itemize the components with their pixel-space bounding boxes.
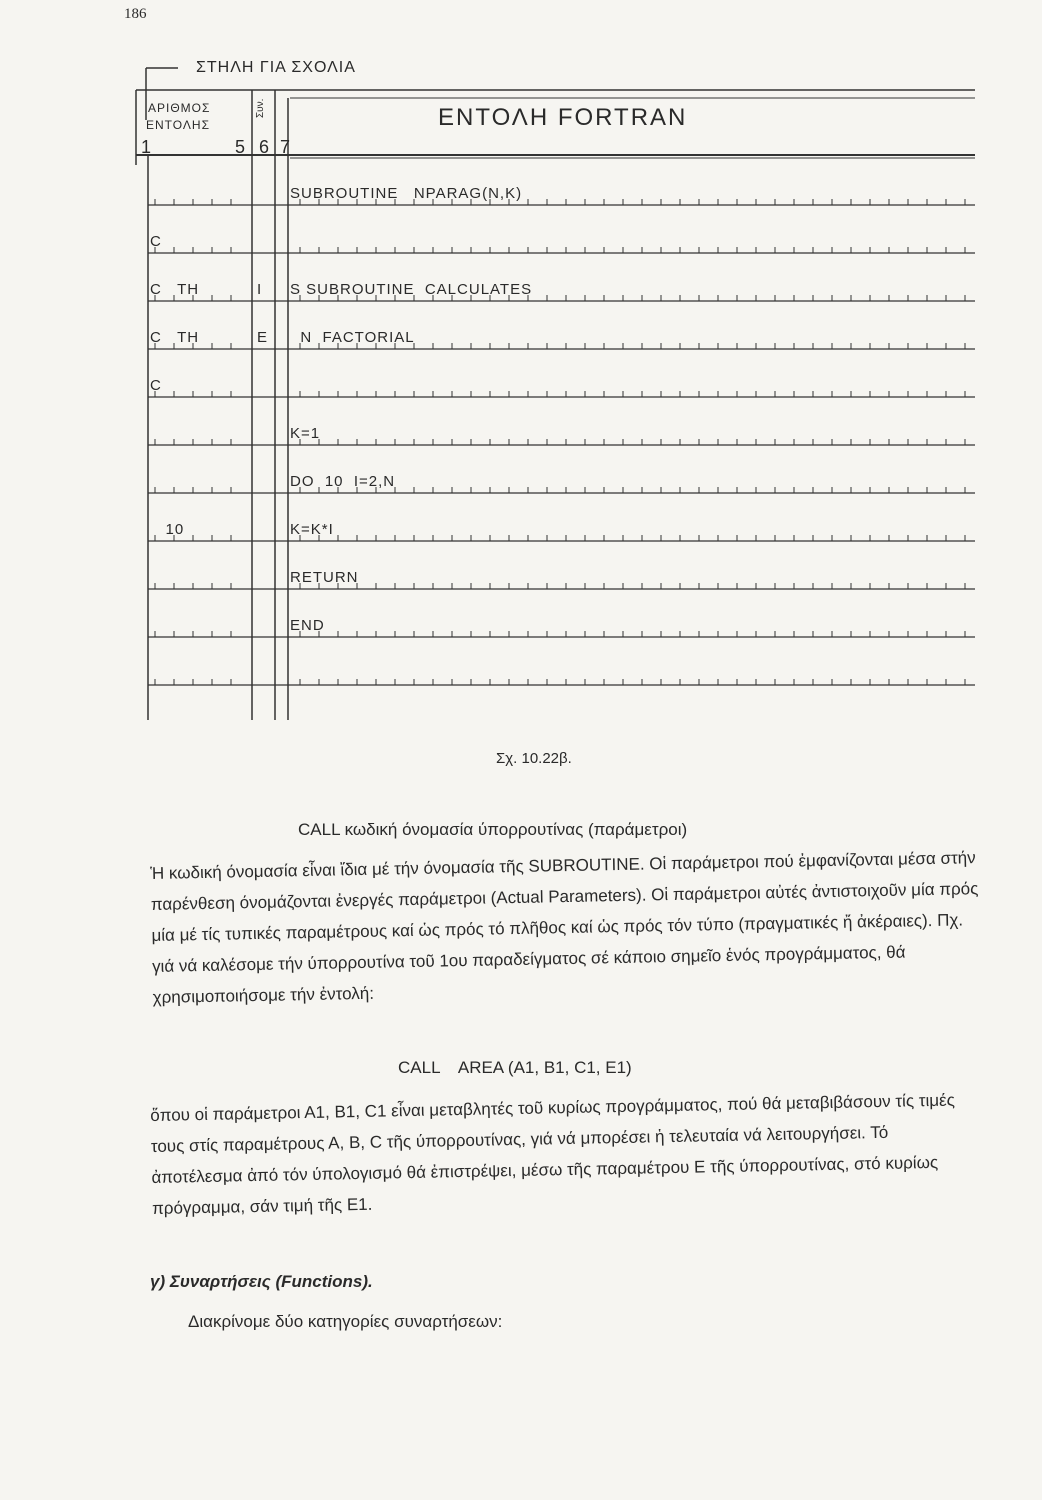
page-number: 186: [124, 6, 147, 22]
statement-number-label: ΑΡΙΘΜΟΣ: [148, 101, 211, 115]
row-statement: S SUBROUTINE CALCULATES: [290, 281, 533, 298]
column-number-6: 6: [259, 137, 270, 157]
paragraph-2: ὅπου οἱ παράμετροι Α1, Β1, C1 εἶναι μεταβλητές τοῦ κυρίως προγράμματος, πού θά μεταβιβάσουν τίς τιμές τους στίς παραμέτρους Α, Β, C τῆς ύπορρουτίνας, γιά νά μπορέσει ἡ τελευταία νά λειτουργήσει. Τό ἀποτέλεσμα ἀπό τόν ύπολογισμό θά ἐπιστρέψει, μέσω τῆς παραμέτρου Ε τῆς ύπορρουτίνας, στό κυρίως πρόγραμμα, σάν τιμή τῆς Ε1.: [150, 1090, 956, 1218]
row-continuation: E: [257, 329, 269, 346]
row-statement: END: [290, 617, 325, 634]
row-statement: K=1: [290, 425, 321, 442]
paragraph-1: Ἡ κωδική όνομασία εἶναι ἴδια μέ τήν όνομασία τῆς SUBROUTINE. Οἱ παράμετροι πού ἐμφανίζονται μέσα στήν παρένθεση όνομάζονται ἐνεργές παράμετροι (Actual Parameters). Οἱ παράμετροι αὐτές ἀντιστοιχοῦν μία πρός μία μέ τίς τυπικές παραμέτρους καί ὡς πρός τό πλῆθος καί ὡς πρός τόν τύπο (πραγματικές ἤ ἀκέραιες). Πχ. γιά νά καλέσομε τήν ύπορρουτίνα τοῦ 1ου παραδείγματος σέ κάποιο σημεῖο ἑνός προγράμματος, θά χρησιμοποιήσομε τήν ἐντολή:: [150, 848, 979, 1007]
row-label: C TH: [150, 329, 200, 346]
comment-column-label: ΣΤΗΛΗ ΓΙΑ ΣΧΟΛΙΑ: [196, 59, 356, 76]
row-label: C TH: [150, 281, 200, 298]
row-statement: N FACTORIAL: [290, 329, 415, 346]
section-heading: γ) Συναρτήσεις (Functions).: [150, 1272, 373, 1291]
form-title: ΕΝΤΟΛΗ FORTRAN: [438, 104, 688, 131]
figure-caption: Σχ. 10.22β.: [496, 750, 572, 767]
row-statement: RETURN: [290, 569, 359, 586]
row-label: C: [150, 377, 162, 394]
continuation-label: Συν.: [255, 98, 266, 118]
row-label: C: [150, 233, 162, 250]
row-statement: K=K*I: [290, 521, 334, 538]
column-number-7: 7: [280, 137, 291, 157]
row-label: 10: [150, 521, 185, 538]
call-example: CALL AREA (A1, B1, C1, E1): [398, 1058, 632, 1077]
row-continuation: I: [257, 281, 263, 298]
row-statement: DO 10 I=2,N: [290, 473, 396, 490]
row-statement: SUBROUTINE NPARAG(N,K): [290, 185, 523, 202]
call-syntax: CALL κωδική όνομασία ύπορρουτίνας (παράμετροι): [298, 820, 688, 839]
statement-number-label-2: ΕΝΤΟΛΗΣ: [146, 118, 210, 132]
column-number-5: 5: [235, 137, 246, 157]
column-number-1: 1: [141, 137, 152, 157]
fortran-coding-form: [0, 0, 1042, 730]
paragraph-3: Διακρίνομε δύο κατηγορίες συναρτήσεων:: [188, 1312, 503, 1331]
